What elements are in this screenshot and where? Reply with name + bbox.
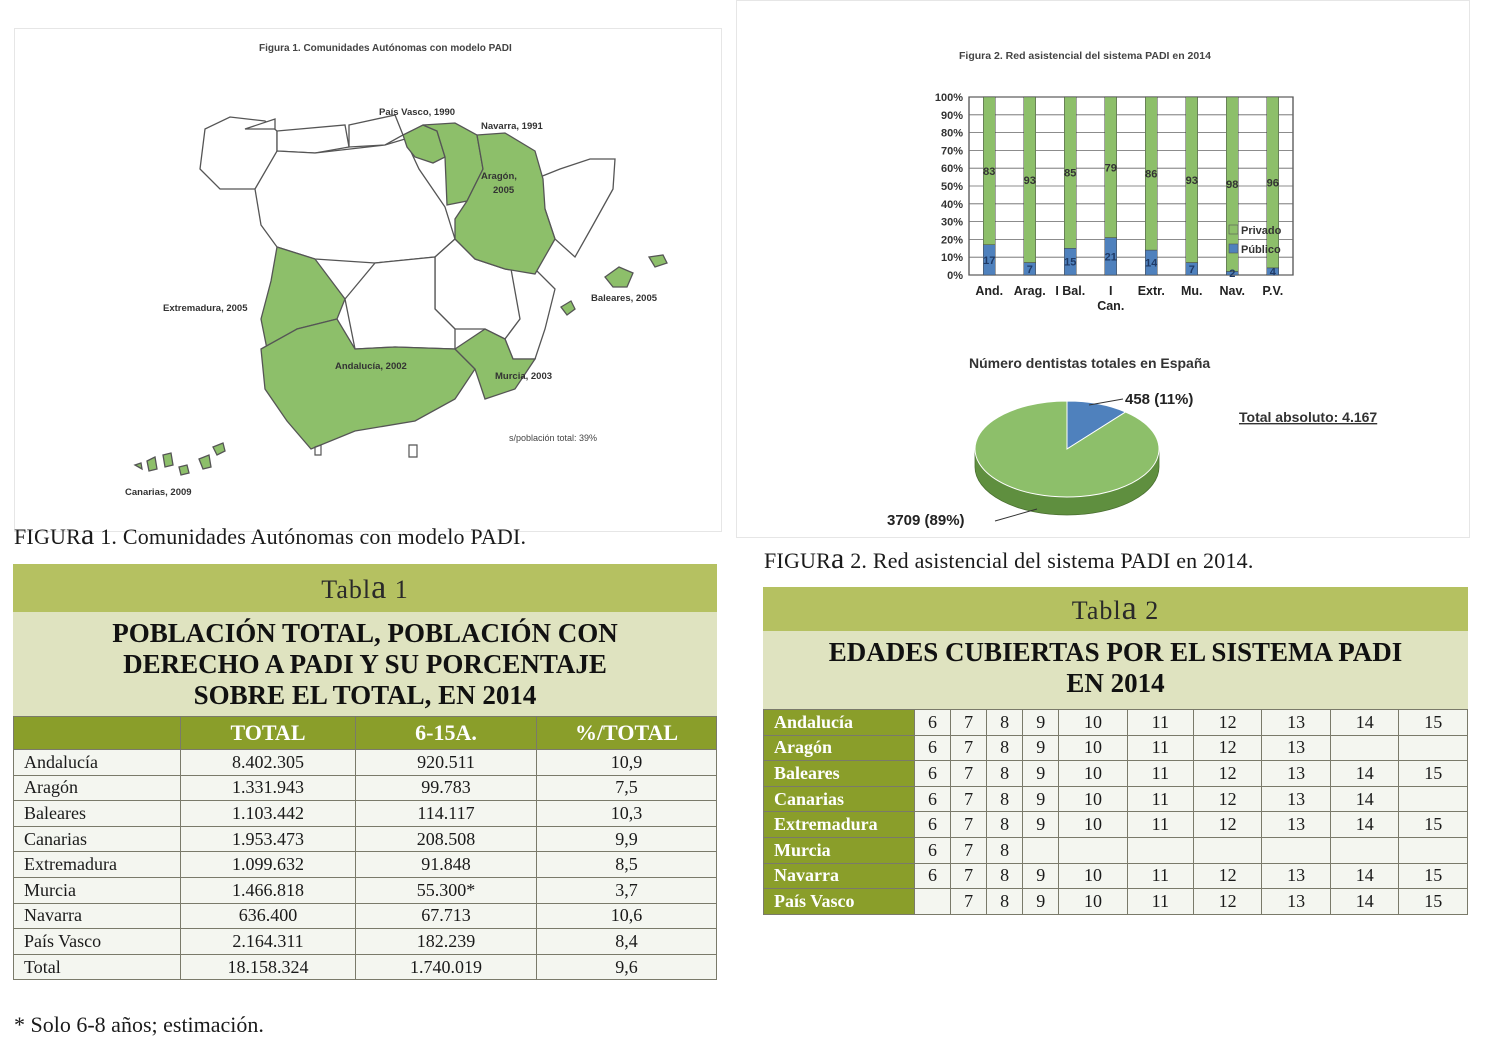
table-row bbox=[14, 903, 717, 929]
map-label-pais-vasco: País Vasco, 1990 bbox=[379, 107, 456, 118]
bar-category-label: Can. bbox=[1097, 299, 1125, 313]
bar-y-tick-label: 90% bbox=[940, 109, 963, 122]
table2-cell-region: Baleares bbox=[764, 761, 915, 787]
map-label-baleares: Baleares, 2005 bbox=[591, 293, 658, 304]
table1-cell-total: 1.099.632 bbox=[181, 852, 356, 878]
table2-cell-age: 13 bbox=[1262, 710, 1331, 736]
bar-data-label-publico: 4 bbox=[1269, 266, 1276, 279]
bar-data-label-publico: 14 bbox=[1145, 257, 1158, 270]
table1-cell-total: 2.164.311 bbox=[181, 929, 356, 955]
map-label-andalucia: Andalucía, 2002 bbox=[335, 361, 407, 372]
table2-cell-age: 12 bbox=[1193, 710, 1262, 736]
table2-cell-age: 7 bbox=[951, 710, 987, 736]
table2-cell-age: 12 bbox=[1193, 735, 1262, 761]
table2-cell-age: 8 bbox=[987, 889, 1023, 915]
table-row bbox=[14, 750, 717, 776]
bar-data-label-publico: 17 bbox=[983, 254, 996, 267]
table1-cell-pct: 10,9 bbox=[537, 750, 717, 776]
bar-y-tick-label: 30% bbox=[940, 216, 963, 229]
table1-header-6-15: 6-15A. bbox=[356, 717, 537, 750]
table1-header-pct: %/TOTAL bbox=[537, 717, 717, 750]
map-label-aragon-1: Aragón, bbox=[481, 171, 517, 182]
table1-cell-pct: 7,5 bbox=[537, 775, 717, 801]
bar-y-tick-label: 80% bbox=[940, 127, 963, 140]
table2-cell-age: 6 bbox=[915, 812, 951, 838]
table2-cell-age: 10 bbox=[1059, 863, 1128, 889]
table1-label: Tabla 1 bbox=[13, 564, 717, 612]
map-label-navarra: Navarra, 1991 bbox=[481, 121, 543, 132]
figure2-caption-text: Red asistencial del sistema PADI en 2014. bbox=[872, 548, 1254, 573]
bar-data-label-privado: 83 bbox=[983, 165, 996, 178]
table1-cell-6-15: 920.511 bbox=[356, 750, 537, 776]
bar-data-label-privado: 85 bbox=[1064, 167, 1077, 180]
table2-title: EDADES CUBIERTAS POR EL SISTEMA PADI EN 2014 bbox=[763, 631, 1468, 709]
table2-cell-age bbox=[915, 889, 951, 915]
bar-category-label: I Bal. bbox=[1055, 284, 1086, 298]
table2-cell-age: 12 bbox=[1193, 786, 1262, 812]
table2-cell-age: 8 bbox=[987, 735, 1023, 761]
table2-cell-age: 15 bbox=[1399, 761, 1468, 787]
bar-data-label-publico: 15 bbox=[1064, 256, 1077, 269]
table1-cell-pct: 10,3 bbox=[537, 801, 717, 827]
table-row bbox=[14, 954, 717, 980]
map-label-extremadura: Extremadura, 2005 bbox=[163, 303, 248, 314]
table2-cell-age bbox=[1399, 786, 1468, 812]
table2-cell-age: 7 bbox=[951, 786, 987, 812]
table-row bbox=[14, 852, 717, 878]
table2-cell-age: 14 bbox=[1330, 863, 1399, 889]
table2-cell-age: 6 bbox=[915, 786, 951, 812]
table2-cell-age: 6 bbox=[915, 761, 951, 787]
table2-cell-age: 12 bbox=[1193, 889, 1262, 915]
table1-cell-6-15: 1.740.019 bbox=[356, 954, 537, 980]
table-row bbox=[764, 837, 1468, 863]
bar-category-label: P.V. bbox=[1262, 284, 1284, 298]
table2-cell-age bbox=[1023, 837, 1059, 863]
table2-cell-age: 8 bbox=[987, 761, 1023, 787]
bar-data-label-privado: 79 bbox=[1104, 162, 1117, 175]
bar-data-label-publico: 2 bbox=[1229, 268, 1236, 281]
bar-data-label-publico: 21 bbox=[1104, 251, 1117, 264]
legend-label-privado: Privado bbox=[1241, 225, 1282, 237]
table2-cell-age: 11 bbox=[1127, 889, 1193, 915]
table2-cell-region: Navarra bbox=[764, 863, 915, 889]
table1-cell-total: 636.400 bbox=[181, 903, 356, 929]
figure1-inner-title: Figura 1. Comunidades Autónomas con modelo PADI bbox=[259, 43, 512, 54]
table1-cell-pct: 8,4 bbox=[537, 929, 717, 955]
table2-cell-age: 14 bbox=[1330, 812, 1399, 838]
map-footnote: s/población total: 39% bbox=[509, 433, 598, 443]
table-row bbox=[14, 801, 717, 827]
table2-cell-age bbox=[1399, 837, 1468, 863]
table2-cell-age: 15 bbox=[1399, 710, 1468, 736]
table-row bbox=[14, 775, 717, 801]
table1-cell-region: Baleares bbox=[14, 801, 181, 827]
table2-cell-age: 7 bbox=[951, 837, 987, 863]
table1-cell-6-15: 55.300* bbox=[356, 877, 537, 903]
figure1-panel bbox=[14, 28, 722, 532]
table2 bbox=[763, 587, 1468, 915]
table2-cell-age: 7 bbox=[951, 761, 987, 787]
pie-slice-privado bbox=[975, 401, 1159, 497]
spain-map bbox=[15, 29, 721, 531]
table2-cell-age: 13 bbox=[1262, 786, 1331, 812]
table2-cell-age: 10 bbox=[1059, 889, 1128, 915]
table2-cell-region: Aragón bbox=[764, 735, 915, 761]
table1-cell-total: 18.158.324 bbox=[181, 954, 356, 980]
figure1-caption bbox=[14, 518, 526, 552]
table2-cell-age: 6 bbox=[915, 837, 951, 863]
table-row bbox=[764, 710, 1468, 736]
table1-cell-region: Extremadura bbox=[14, 852, 181, 878]
table2-cell-age: 15 bbox=[1399, 812, 1468, 838]
table-row bbox=[14, 929, 717, 955]
table2-cell-age: 13 bbox=[1262, 812, 1331, 838]
table2-cell-age: 7 bbox=[951, 863, 987, 889]
table1-cell-pct: 9,6 bbox=[537, 954, 717, 980]
table1-grid bbox=[13, 716, 717, 980]
table2-cell-region: Murcia bbox=[764, 837, 915, 863]
bar-category-label: Nav. bbox=[1219, 284, 1245, 298]
table1-cell-region: Total bbox=[14, 954, 181, 980]
table2-cell-age bbox=[1330, 837, 1399, 863]
legend-label-publico: Público bbox=[1241, 244, 1281, 256]
table2-cell-age bbox=[1059, 837, 1128, 863]
bar-data-label-privado: 86 bbox=[1145, 168, 1158, 181]
figure1-caption-text: Comunidades Autónomas con modelo PADI. bbox=[122, 524, 527, 549]
table2-cell-age: 10 bbox=[1059, 812, 1128, 838]
pie-total: Total absoluto: 4.167 bbox=[1239, 409, 1378, 425]
table2-cell-age: 11 bbox=[1127, 863, 1193, 889]
table2-cell-age: 10 bbox=[1059, 761, 1128, 787]
table2-cell-age bbox=[1399, 735, 1468, 761]
table2-cell-age: 9 bbox=[1023, 889, 1059, 915]
table2-cell-age: 9 bbox=[1023, 761, 1059, 787]
stacked-bar-chart bbox=[935, 92, 1293, 313]
figure1-caption-label: FIGURa bbox=[14, 518, 95, 551]
bar-category-label: Mu. bbox=[1180, 284, 1203, 298]
figure2-panel bbox=[736, 0, 1470, 538]
table2-cell-region: Extremadura bbox=[764, 812, 915, 838]
table1-cell-total: 1.466.818 bbox=[181, 877, 356, 903]
figure2-chart-svg bbox=[737, 1, 1469, 537]
legend-swatch-privado bbox=[1229, 225, 1238, 234]
table2-cell-age: 9 bbox=[1023, 710, 1059, 736]
table1-header-total: TOTAL bbox=[181, 717, 356, 750]
bar-y-tick-label: 40% bbox=[940, 198, 963, 211]
table1-cell-total: 1.103.442 bbox=[181, 801, 356, 827]
table1-cell-6-15: 91.848 bbox=[356, 852, 537, 878]
bar-category-label: And. bbox=[975, 284, 1004, 298]
table2-cell-age: 13 bbox=[1262, 735, 1331, 761]
table2-cell-age bbox=[1262, 837, 1331, 863]
table-row bbox=[14, 826, 717, 852]
table2-cell-age: 13 bbox=[1262, 863, 1331, 889]
table2-cell-age: 11 bbox=[1127, 710, 1193, 736]
table1-cell-pct: 8,5 bbox=[537, 852, 717, 878]
table2-cell-age: 10 bbox=[1059, 735, 1128, 761]
map-label-murcia: Murcia, 2003 bbox=[495, 371, 553, 382]
table2-cell-age: 10 bbox=[1059, 786, 1128, 812]
table-row bbox=[14, 877, 717, 903]
table2-cell-age: 13 bbox=[1262, 761, 1331, 787]
bar-y-tick-label: 10% bbox=[940, 252, 963, 265]
figure2-caption-number: 2. bbox=[850, 548, 868, 573]
table1-cell-region: Andalucía bbox=[14, 750, 181, 776]
bar-y-tick-label: 70% bbox=[940, 145, 963, 158]
legend-swatch-publico bbox=[1229, 244, 1238, 253]
figure2-inner-title: Figura 2. Red asistencial del sistema PADI en 2014 bbox=[959, 50, 1211, 62]
table2-cell-age: 7 bbox=[951, 889, 987, 915]
figure2-caption-label: FIGURa bbox=[764, 542, 845, 575]
table2-cell-age: 11 bbox=[1127, 812, 1193, 838]
table2-cell-age: 9 bbox=[1023, 735, 1059, 761]
table1-cell-region: Canarias bbox=[14, 826, 181, 852]
table2-cell-age bbox=[1127, 837, 1193, 863]
pie-label-private: 3709 (89%) bbox=[887, 512, 965, 529]
table2-cell-age: 15 bbox=[1399, 863, 1468, 889]
table2-cell-age: 12 bbox=[1193, 812, 1262, 838]
bar-data-label-publico: 7 bbox=[1188, 263, 1195, 276]
table1-cell-pct: 9,9 bbox=[537, 826, 717, 852]
pie-leader-private bbox=[995, 509, 1037, 521]
table2-cell-age: 14 bbox=[1330, 786, 1399, 812]
table-row bbox=[764, 786, 1468, 812]
table2-cell-region: País Vasco bbox=[764, 889, 915, 915]
table2-cell-age: 11 bbox=[1127, 761, 1193, 787]
table1-cell-6-15: 182.239 bbox=[356, 929, 537, 955]
table2-cell-age: 9 bbox=[1023, 812, 1059, 838]
bar-data-label-privado: 96 bbox=[1266, 177, 1279, 190]
table1-cell-region: Aragón bbox=[14, 775, 181, 801]
table1-cell-region: Navarra bbox=[14, 903, 181, 929]
table2-cell-region: Canarias bbox=[764, 786, 915, 812]
table2-cell-age: 8 bbox=[987, 837, 1023, 863]
table1-cell-pct: 3,7 bbox=[537, 877, 717, 903]
pie-label-public: 458 (11%) bbox=[1125, 391, 1194, 408]
table1-cell-total: 1.953.473 bbox=[181, 826, 356, 852]
table1-header-region bbox=[14, 717, 181, 750]
table2-cell-region: Andalucía bbox=[764, 710, 915, 736]
figure2-caption bbox=[764, 542, 1254, 576]
table2-cell-age: 7 bbox=[951, 735, 987, 761]
table2-cell-age: 8 bbox=[987, 786, 1023, 812]
map-label-aragon-2: 2005 bbox=[493, 185, 515, 196]
table1-cell-6-15: 208.508 bbox=[356, 826, 537, 852]
bar-data-label-privado: 93 bbox=[1023, 174, 1036, 187]
table2-cell-age: 13 bbox=[1262, 889, 1331, 915]
table2-cell-age: 9 bbox=[1023, 786, 1059, 812]
table1-header-row bbox=[14, 717, 717, 750]
bar-data-label-privado: 93 bbox=[1185, 174, 1198, 187]
table2-cell-age: 8 bbox=[987, 863, 1023, 889]
table2-cell-age: 11 bbox=[1127, 786, 1193, 812]
map-label-canarias: Canarias, 2009 bbox=[125, 487, 192, 498]
table1-cell-total: 8.402.305 bbox=[181, 750, 356, 776]
table-row bbox=[764, 812, 1468, 838]
table-row bbox=[764, 889, 1468, 915]
table1-cell-6-15: 67.713 bbox=[356, 903, 537, 929]
pie-chart bbox=[975, 401, 1159, 515]
table2-cell-age: 8 bbox=[987, 812, 1023, 838]
table2-cell-age: 10 bbox=[1059, 710, 1128, 736]
pie-title: Número dentistas totales en España bbox=[969, 355, 1211, 371]
table2-cell-age: 14 bbox=[1330, 889, 1399, 915]
bar-y-tick-label: 0% bbox=[947, 270, 963, 282]
table1-cell-6-15: 114.117 bbox=[356, 801, 537, 827]
table1-cell-region: País Vasco bbox=[14, 929, 181, 955]
table-row bbox=[764, 761, 1468, 787]
table2-cell-age bbox=[1193, 837, 1262, 863]
table2-cell-age: 15 bbox=[1399, 889, 1468, 915]
table2-cell-age: 14 bbox=[1330, 710, 1399, 736]
bar-data-label-privado: 98 bbox=[1226, 179, 1239, 192]
table-row bbox=[764, 735, 1468, 761]
table2-cell-age: 6 bbox=[915, 710, 951, 736]
bar-category-label: Extr. bbox=[1137, 284, 1165, 298]
table1-cell-total: 1.331.943 bbox=[181, 775, 356, 801]
table1-cell-pct: 10,6 bbox=[537, 903, 717, 929]
table2-cell-age: 6 bbox=[915, 863, 951, 889]
table1-footnote: * Solo 6-8 años; estimación. bbox=[14, 1012, 264, 1037]
table2-cell-age: 6 bbox=[915, 735, 951, 761]
table2-cell-age: 12 bbox=[1193, 761, 1262, 787]
table2-cell-age bbox=[1330, 735, 1399, 761]
table2-cell-age: 7 bbox=[951, 812, 987, 838]
table2-cell-age: 14 bbox=[1330, 761, 1399, 787]
bar-y-tick-label: 20% bbox=[940, 234, 963, 247]
bar-y-tick-label: 100% bbox=[934, 92, 963, 104]
table2-cell-age: 11 bbox=[1127, 735, 1193, 761]
table1 bbox=[13, 564, 717, 980]
map-islands-outline bbox=[315, 445, 417, 457]
table1-cell-region: Murcia bbox=[14, 877, 181, 903]
table2-grid bbox=[763, 709, 1468, 915]
figure1-caption-number: 1. bbox=[100, 524, 118, 549]
bar-category-label: I bbox=[1109, 284, 1113, 298]
bar-y-tick-label: 50% bbox=[940, 181, 963, 193]
table2-cell-age: 12 bbox=[1193, 863, 1262, 889]
bar-data-label-publico: 7 bbox=[1026, 263, 1033, 276]
table1-title: POBLACIÓN TOTAL, POBLACIÓN CON DERECHO A PADI Y SU PORCENTAJE SOBRE EL TOTAL, EN 2014 bbox=[13, 612, 717, 716]
bar-category-label: Arag. bbox=[1013, 284, 1046, 298]
pie-leader-public bbox=[1089, 399, 1123, 405]
table2-cell-age: 8 bbox=[987, 710, 1023, 736]
table1-cell-6-15: 99.783 bbox=[356, 775, 537, 801]
table2-cell-age: 9 bbox=[1023, 863, 1059, 889]
bar-y-tick-label: 60% bbox=[940, 163, 963, 176]
table2-label: Tabla 2 bbox=[763, 587, 1468, 631]
table-row bbox=[764, 863, 1468, 889]
